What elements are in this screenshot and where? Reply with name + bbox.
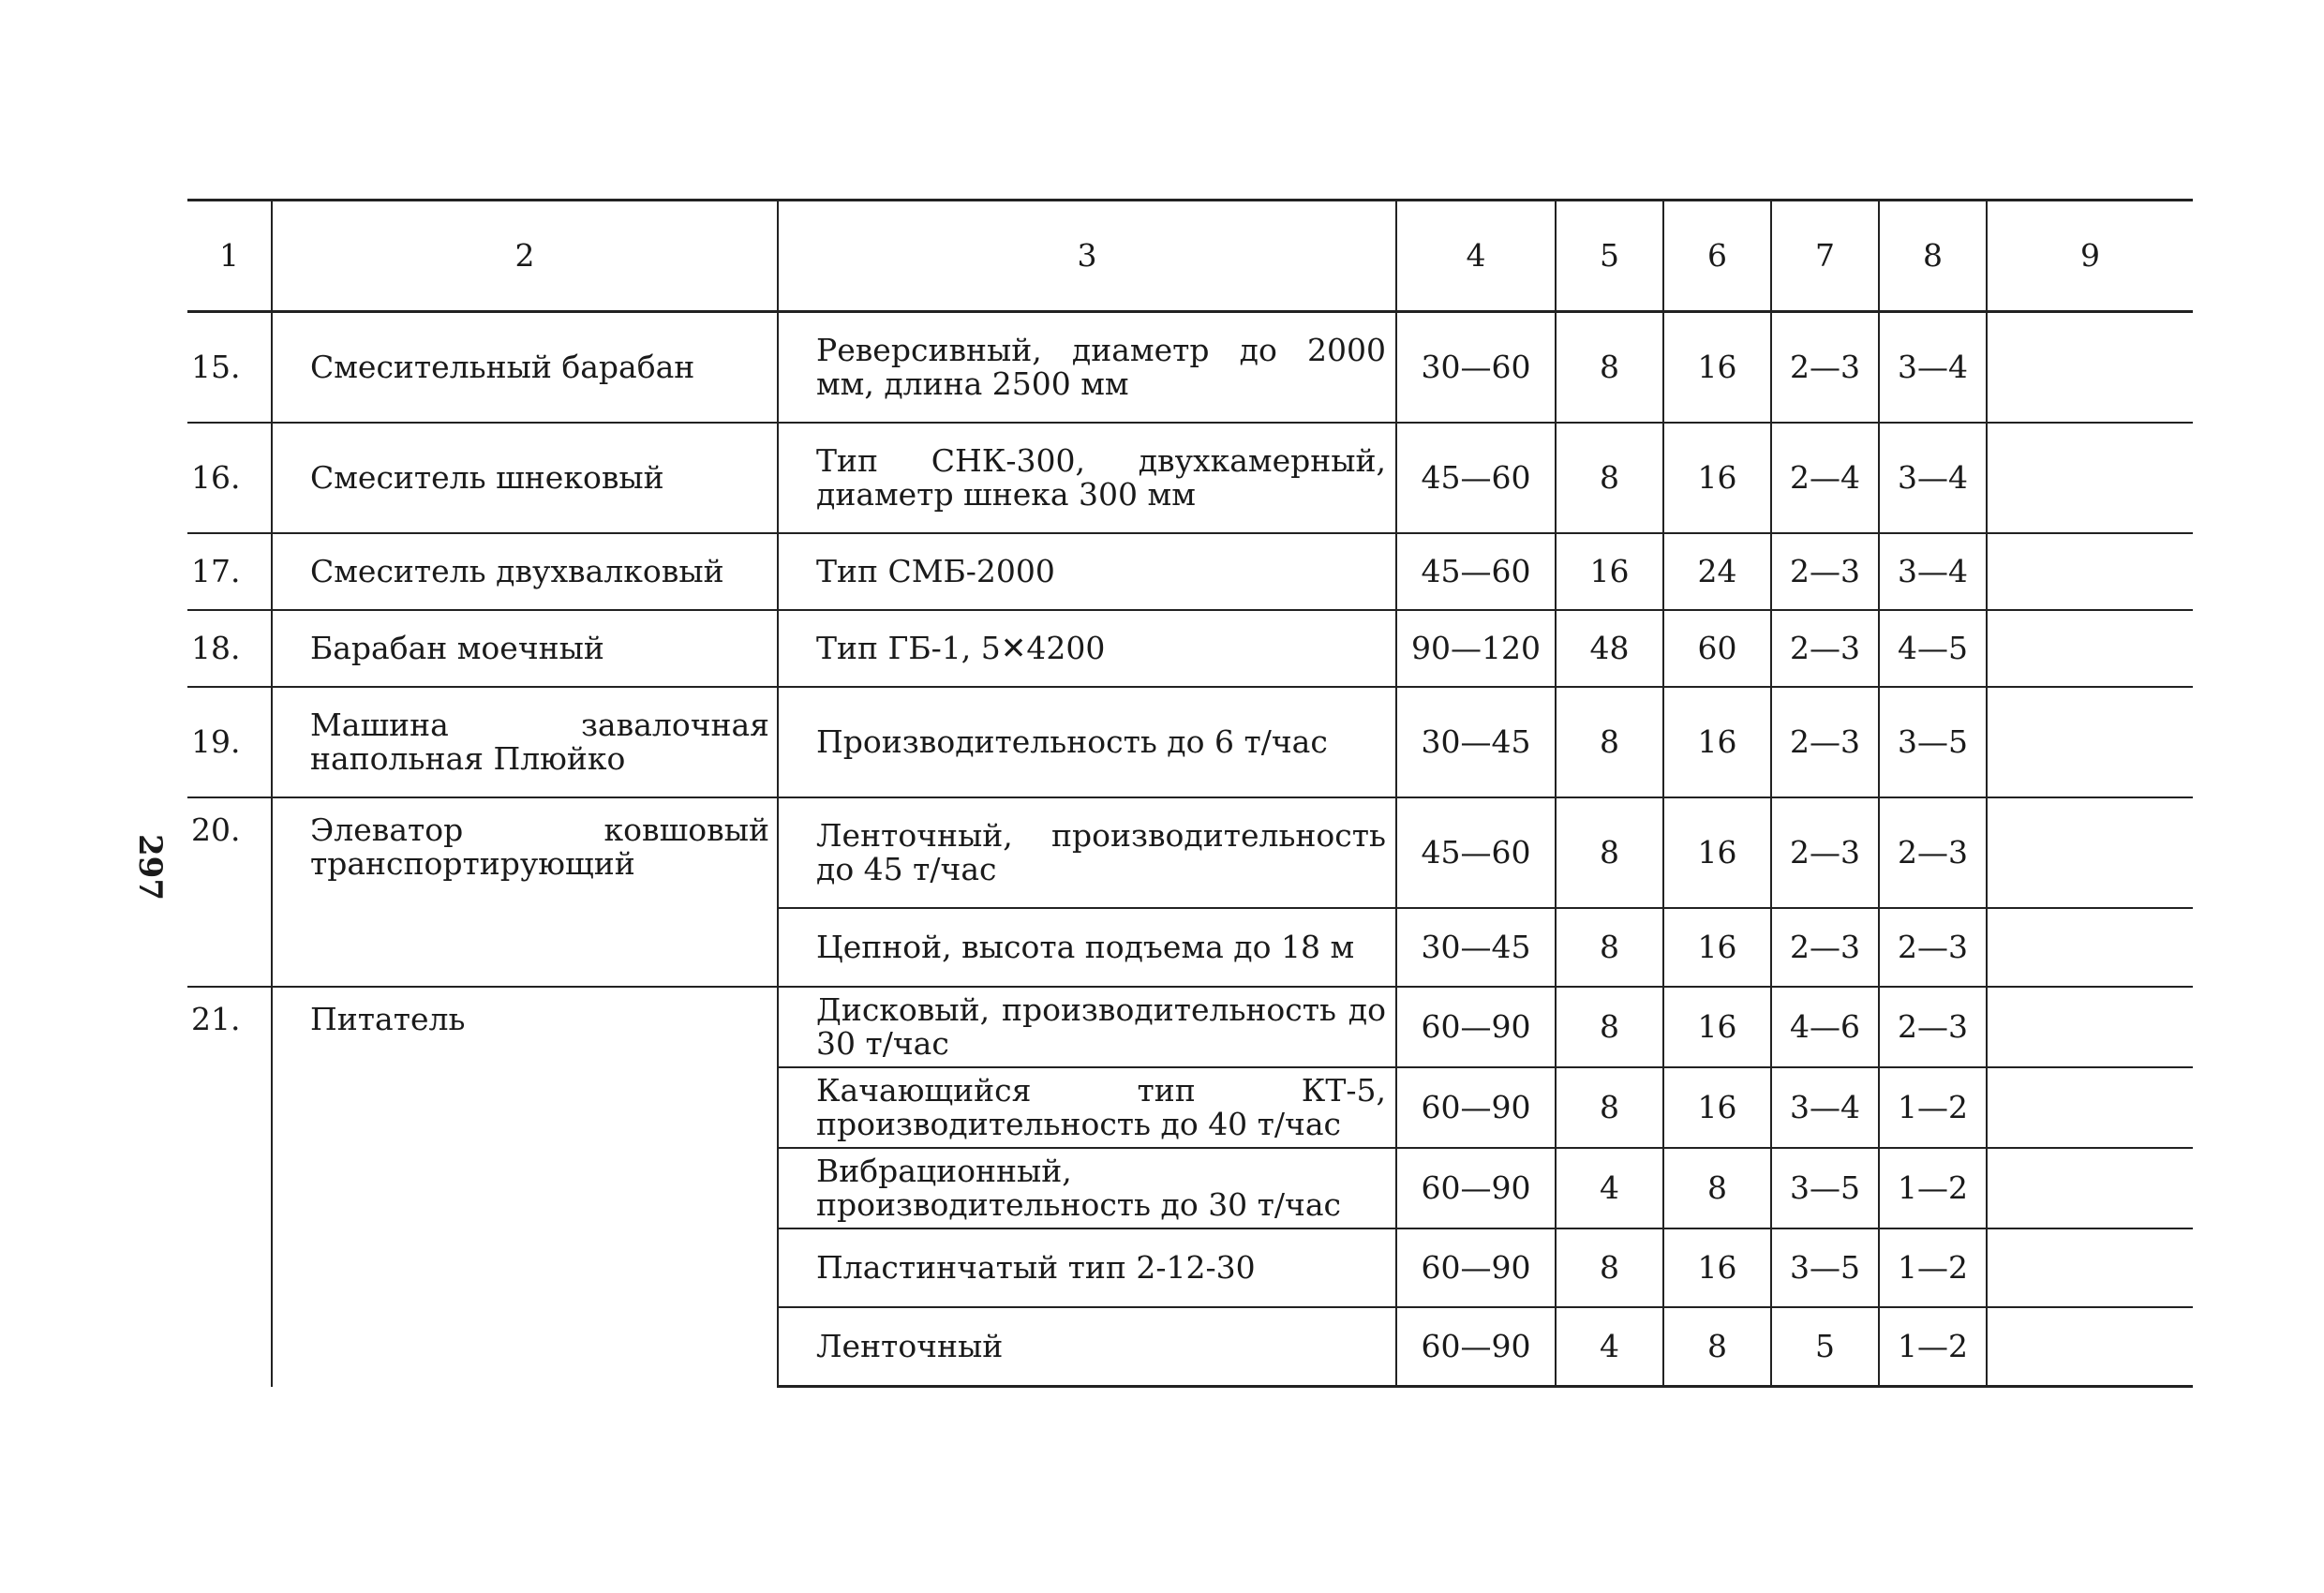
value-col-4: 45—60 (1396, 423, 1556, 533)
value-col-6: 24 (1663, 533, 1771, 610)
value-col-5: 8 (1556, 687, 1663, 797)
value-col-9 (1987, 1148, 2193, 1228)
value-col-6: 16 (1663, 908, 1771, 987)
item-description: Тип СМБ-2000 (778, 533, 1396, 610)
value-col-7: 2—3 (1771, 533, 1879, 610)
value-col-8: 3—5 (1879, 687, 1987, 797)
table-row (187, 610, 2193, 687)
item-name: Смесительный барабан (272, 312, 778, 424)
value-col-6: 16 (1663, 1067, 1771, 1148)
value-col-5: 8 (1556, 797, 1663, 908)
item-name: Барабан моечный (272, 610, 778, 687)
item-description: Ленточный, производительность до 45 т/час (778, 797, 1396, 908)
value-col-5: 48 (1556, 610, 1663, 687)
value-col-6: 8 (1663, 1307, 1771, 1387)
value-col-7: 2—3 (1771, 312, 1879, 424)
item-name: Питатель (272, 987, 778, 1387)
value-col-4: 60—90 (1396, 1228, 1556, 1307)
header-cell-4: 4 (1396, 201, 1556, 312)
table-row (187, 423, 2193, 533)
table-row (187, 312, 2193, 424)
header-cell-3: 3 (778, 201, 1396, 312)
value-col-4: 45—60 (1396, 533, 1556, 610)
header-cell-5: 5 (1556, 201, 1663, 312)
page-number: 297 (131, 834, 169, 901)
item-number: 16. (187, 423, 272, 533)
item-description: Качающийся тип КТ-5, производительность до 40 т/час (778, 1067, 1396, 1148)
value-col-9 (1987, 797, 2193, 908)
item-description: Цепной, высота подъема до 18 м (778, 908, 1396, 987)
item-number: 19. (187, 687, 272, 797)
value-col-7: 2—3 (1771, 908, 1879, 987)
value-col-4: 45—60 (1396, 797, 1556, 908)
value-col-5: 8 (1556, 423, 1663, 533)
value-col-6: 16 (1663, 687, 1771, 797)
item-number: 21. (187, 987, 272, 1387)
item-description: Производительность до 6 т/час (778, 687, 1396, 797)
value-col-6: 16 (1663, 797, 1771, 908)
value-col-6: 8 (1663, 1148, 1771, 1228)
header-row (187, 201, 2193, 312)
value-col-4: 60—90 (1396, 1148, 1556, 1228)
value-col-9 (1987, 1228, 2193, 1307)
value-col-9 (1987, 1307, 2193, 1387)
value-col-6: 60 (1663, 610, 1771, 687)
value-col-9 (1987, 1067, 2193, 1148)
value-col-5: 8 (1556, 987, 1663, 1067)
value-col-5: 4 (1556, 1148, 1663, 1228)
value-col-6: 16 (1663, 987, 1771, 1067)
value-col-8: 2—3 (1879, 797, 1987, 908)
value-col-8: 2—3 (1879, 987, 1987, 1067)
table-row (187, 533, 2193, 610)
header-cell-2: 2 (272, 201, 778, 312)
item-number: 18. (187, 610, 272, 687)
value-col-8: 4—5 (1879, 610, 1987, 687)
value-col-8: 3—4 (1879, 533, 1987, 610)
header-cell-7: 7 (1771, 201, 1879, 312)
table-row (187, 987, 2193, 1067)
value-col-8: 1—2 (1879, 1148, 1987, 1228)
value-col-4: 60—90 (1396, 987, 1556, 1067)
item-name: Машина завалочная напольная Плюйко (272, 687, 778, 797)
value-col-8: 3—4 (1879, 423, 1987, 533)
table-body (187, 312, 2193, 1387)
value-col-6: 16 (1663, 312, 1771, 424)
value-col-4: 60—90 (1396, 1307, 1556, 1387)
item-description: Тип СНК-300, двухкамерный, диаметр шнека 300 мм (778, 423, 1396, 533)
value-col-4: 60—90 (1396, 1067, 1556, 1148)
value-col-8: 3—4 (1879, 312, 1987, 424)
item-number: 15. (187, 312, 272, 424)
value-col-4: 30—45 (1396, 687, 1556, 797)
value-col-7: 4—6 (1771, 987, 1879, 1067)
value-col-5: 8 (1556, 312, 1663, 424)
value-col-9 (1987, 533, 2193, 610)
value-col-8: 1—2 (1879, 1307, 1987, 1387)
value-col-7: 5 (1771, 1307, 1879, 1387)
item-name: Смеситель шнековый (272, 423, 778, 533)
item-description: Дисковый, производительность до 30 т/час (778, 987, 1396, 1067)
table-row (187, 797, 2193, 908)
value-col-6: 16 (1663, 1228, 1771, 1307)
value-col-9 (1987, 610, 2193, 687)
value-col-8: 1—2 (1879, 1228, 1987, 1307)
value-col-9 (1987, 687, 2193, 797)
value-col-7: 3—5 (1771, 1228, 1879, 1307)
value-col-8: 1—2 (1879, 1067, 1987, 1148)
item-number: 17. (187, 533, 272, 610)
value-col-6: 16 (1663, 423, 1771, 533)
header-cell-1: 1 (187, 201, 272, 312)
equipment-table (187, 199, 2193, 1388)
value-col-4: 90—120 (1396, 610, 1556, 687)
value-col-7: 3—4 (1771, 1067, 1879, 1148)
value-col-5: 8 (1556, 908, 1663, 987)
item-description: Ленточный (778, 1307, 1396, 1387)
value-col-5: 4 (1556, 1307, 1663, 1387)
header-cell-6: 6 (1663, 201, 1771, 312)
table-row (187, 687, 2193, 797)
value-col-7: 2—3 (1771, 610, 1879, 687)
header-cell-8: 8 (1879, 201, 1987, 312)
value-col-9 (1987, 312, 2193, 424)
value-col-5: 8 (1556, 1228, 1663, 1307)
value-col-5: 16 (1556, 533, 1663, 610)
value-col-4: 30—45 (1396, 908, 1556, 987)
item-description: Вибрационный, производительность до 30 т/час (778, 1148, 1396, 1228)
value-col-9 (1987, 908, 2193, 987)
item-description: Пластинчатый тип 2-12-30 (778, 1228, 1396, 1307)
header-cell-9: 9 (1987, 201, 2193, 312)
item-description: Тип ГБ-1, 5✕4200 (778, 610, 1396, 687)
value-col-5: 8 (1556, 1067, 1663, 1148)
item-description: Реверсивный, диаметр до 2000 мм, длина 2500 мм (778, 312, 1396, 424)
item-name: Смеситель двухвалковый (272, 533, 778, 610)
item-name: Элеватор ковшовый транспортирующий (272, 797, 778, 987)
value-col-7: 2—3 (1771, 687, 1879, 797)
value-col-7: 2—4 (1771, 423, 1879, 533)
value-col-7: 3—5 (1771, 1148, 1879, 1228)
value-col-9 (1987, 987, 2193, 1067)
value-col-8: 2—3 (1879, 908, 1987, 987)
item-number: 20. (187, 797, 272, 987)
value-col-9 (1987, 423, 2193, 533)
value-col-7: 2—3 (1771, 797, 1879, 908)
value-col-4: 30—60 (1396, 312, 1556, 424)
